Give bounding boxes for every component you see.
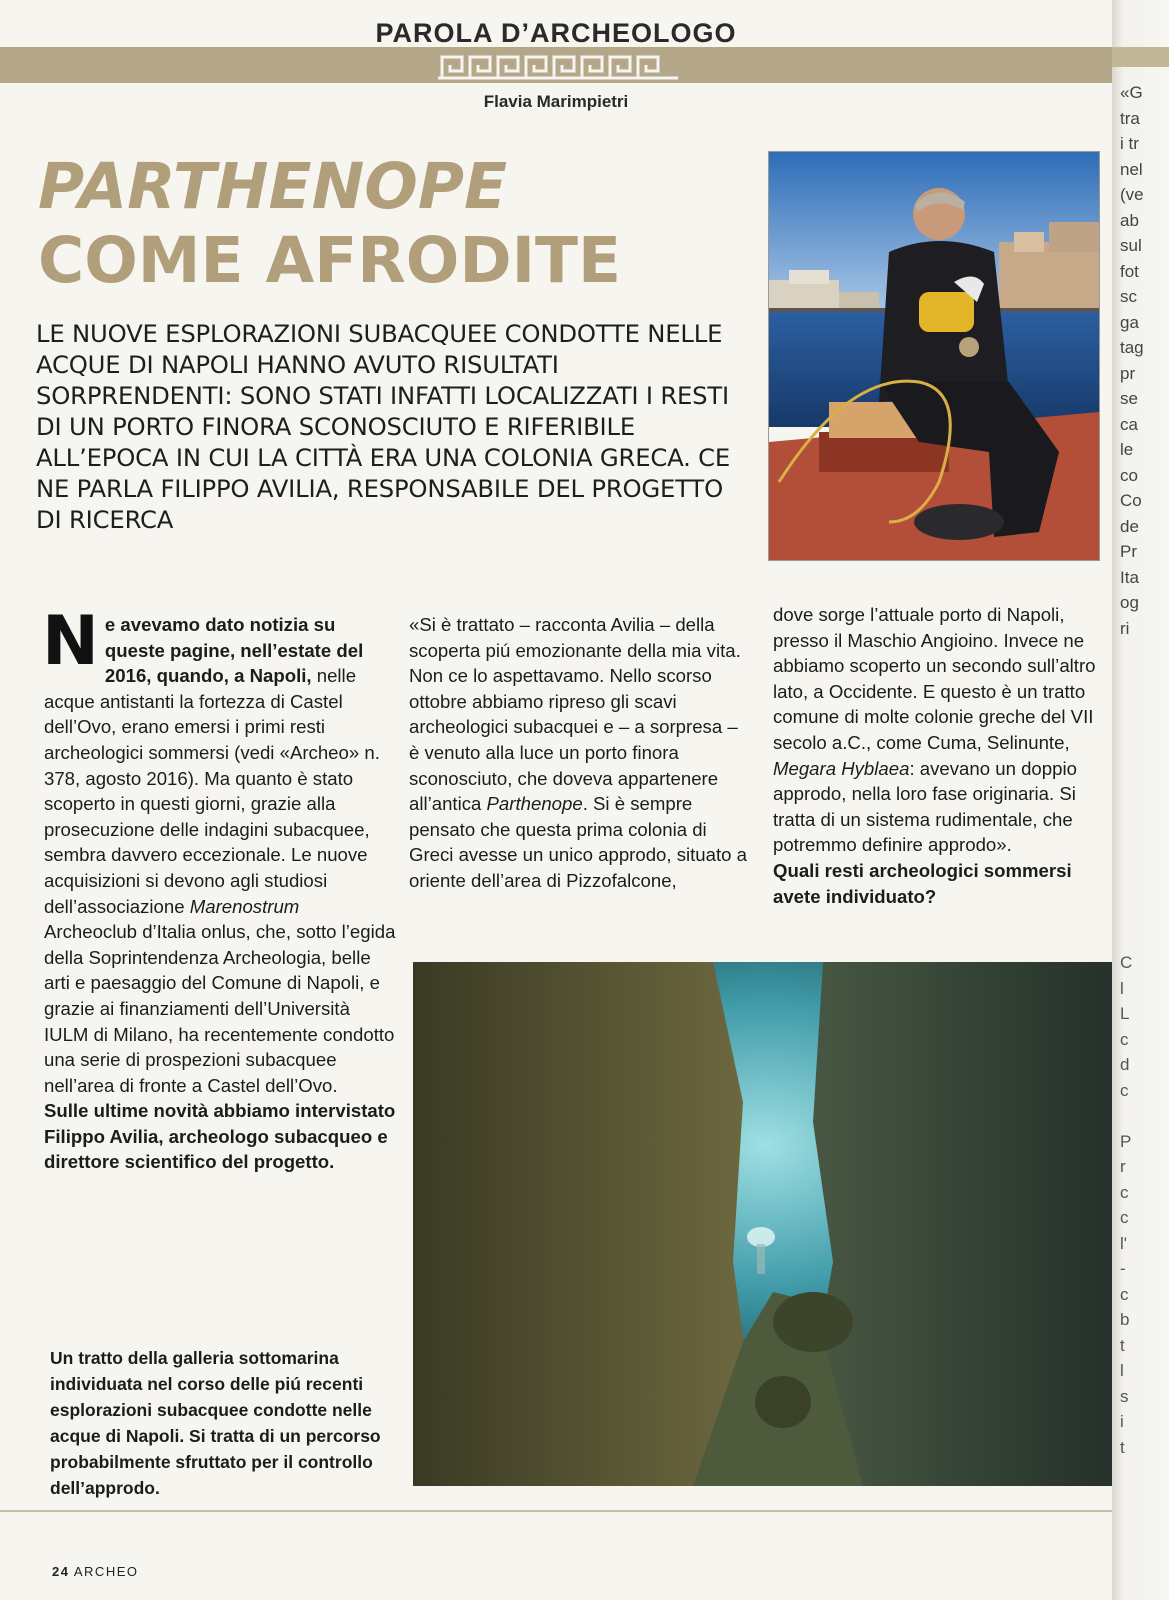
next-page-text-bottom: C l L c d c P r c c l' - c b t l s i t <box>1120 953 1133 1457</box>
col3-text-a: dove sorge l’attuale porto di Napoli, presso il Maschio Angioino. Invece ne abbiamo scoperto un secondo sull’altro lato, a Occidente. E questo è un tratto comune di molte colonie greche del VII secolo a.C., come Cuma, Selinunte, <box>773 604 1096 753</box>
magazine-name: ARCHEO <box>73 1564 139 1579</box>
article-lead: LE NUOVE ESPLORAZIONI SUBACQUEE CONDOTTE NELLE ACQUE DI NAPOLI HANNO AVUTO RISULTATI SORPRENDENTI: SONO STATI INFATTI LOCALIZZATI I RESTI DI UN PORTO FINORA SCONOSCIUTO E RIFERIBILE ALL’EPOCA IN CUI LA CITTÀ ERA UNA COLONIA GRECA. CE NE PARLA FILIPPO AVILIA, RESPONSABILE DEL PROGETTO DI RICERCA <box>36 319 731 534</box>
next-page-text-top: «G tra i tr nel (ve ab sul fot sc ga tag pr se ca le co Co de Pr Ita og ri <box>1120 83 1144 638</box>
col1-text-b: Archeoclub d’Italia onlus, che, sotto l’egida della Soprintendenza Archeologia, belle arti e paesaggio del Comune di Napoli, e grazie ai finanziamenti dell’Università IULM di Milano, ha recentemente condotto una serie di prospezioni subacquee nell’area di fronte a Castel dell’Ovo. <box>44 921 396 1096</box>
col2-text-b: . Si è sempre pensato che questa prima colonia di Greci avesse un unico approdo, situato a oriente dell’area di Pizzofalcone, <box>409 793 747 891</box>
next-page-band <box>1112 47 1169 67</box>
col1-italic: Marenostrum <box>189 895 300 917</box>
body-column-2 <box>409 612 747 894</box>
col3-italic: Megara Hyblaea <box>773 757 910 779</box>
underwater-gallery-photo <box>413 962 1118 1486</box>
page-number: 24 <box>52 1564 70 1579</box>
next-page-edge <box>1112 0 1169 1600</box>
diver-photo <box>768 151 1100 561</box>
greek-key-ornament <box>438 51 678 81</box>
folio <box>52 1564 139 1579</box>
photo-caption: Un tratto della galleria sottomarina individuata nel corso delle piú recenti esplorazioni subacquee condotte nelle acque di Napoli. Si tratta di un percorso probabilmente sfruttato per il controllo dell’approdo. <box>50 1348 381 1498</box>
underwater-photo-illustration <box>413 962 1118 1486</box>
author-byline: Flavia Marimpietri <box>483 92 629 111</box>
body-column-3 <box>773 602 1118 909</box>
col2-italic: Parthenope <box>486 793 583 815</box>
section-label: PAROLA D’ARCHEOLOGO <box>375 18 737 48</box>
drop-cap: N <box>42 602 99 681</box>
interview-question: Quali resti archeologici sommersi avete individuato? <box>773 859 1072 907</box>
col3-text-b: : avevano un doppio approdo, nella loro fase originaria. Si tratta di un sistema rudimentale, che potremmo definire approdo». <box>773 757 1077 856</box>
diver-photo-illustration <box>769 152 1099 560</box>
article-title <box>38 150 758 298</box>
intro-bold: e avevamo dato notizia su queste pagine, nell’estate del 2016, quando, a Napoli, <box>104 614 364 687</box>
col1-text-a: nelle acque antistanti la fortezza di Castel dell’Ovo, erano emersi i primi resti archeologici sommersi (vedi «Archeo» n. 378, agosto 2016). Ma quanto è stato scoperto in questi giorni, grazie alla prosecuzione delle indagini subacquee, sembra davvero eccezionale. Le nuove acquisizioni si devono agli studiosi dell’associazione <box>44 665 380 917</box>
col2-text-a: «Si è trattato – racconta Avilia – della scoperta piú emozionante della mia vita. Non ce lo aspettavamo. Nello scorso ottobre abbiamo ripreso gli scavi archeologici subacquei e – a sorpresa – è venuto alla luce un porto finora sconosciuto, che doveva appartenere all’antica <box>409 614 741 815</box>
title-line-2: COME AFRODITE <box>38 224 622 297</box>
title-line-1: PARTHENOPE <box>38 150 508 223</box>
body-column-1 <box>42 602 396 1175</box>
interview-intro: Sulle ultime novità abbiamo intervistato Filippo Avilia, archeologo subacqueo e direttore scientifico del progetto. <box>44 1100 396 1173</box>
footer-rule <box>0 1510 1112 1512</box>
